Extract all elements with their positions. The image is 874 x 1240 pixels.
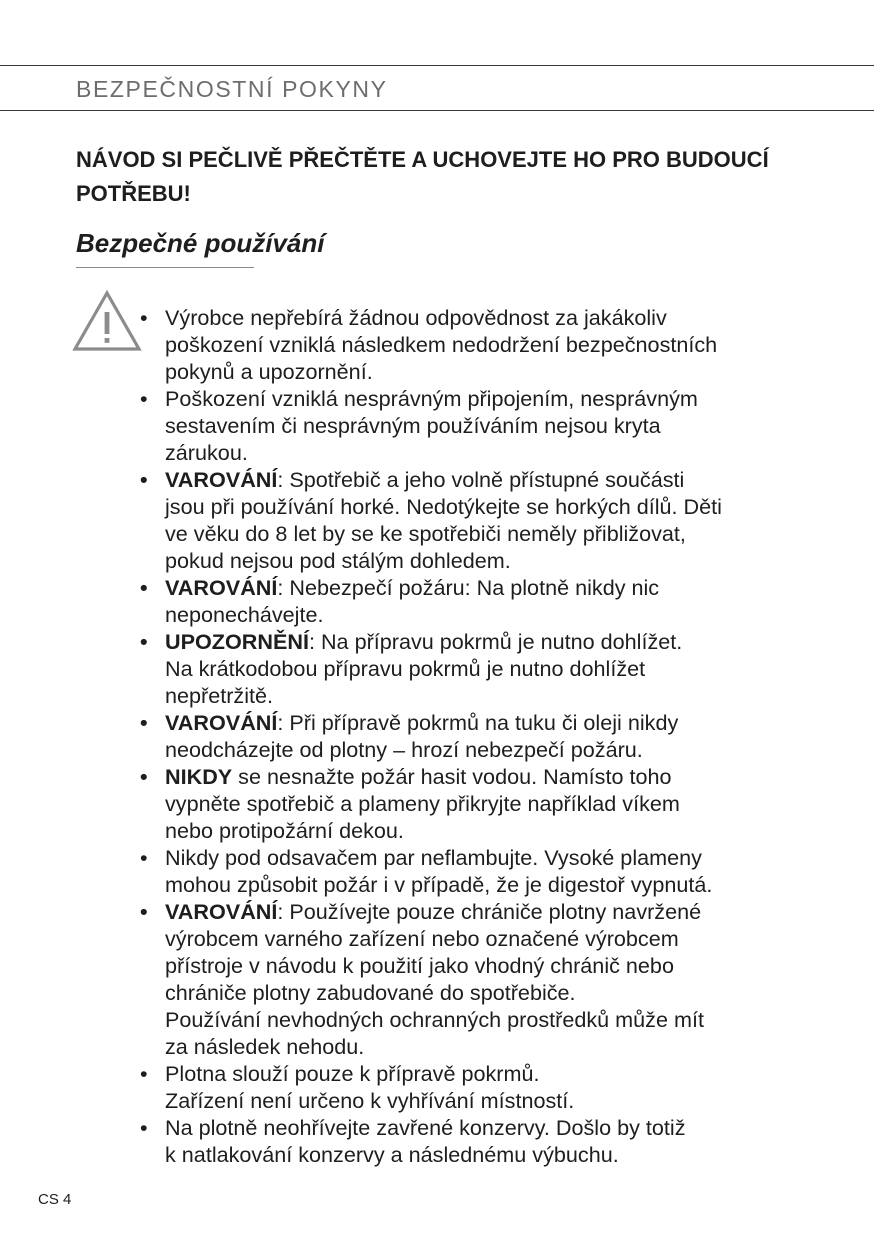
safety-item-text: Nikdy pod odsavačem par neflambujte. Vysoké plameny mohou způsobit požár i v případě, že je digestoř vypnutá.: [165, 845, 713, 897]
safety-item-text: Výrobce nepřebírá žádnou odpovědnost za jakákoliv poškození vzniklá následkem nedodržení bezpečnostních pokynů a upozornění.: [165, 305, 718, 384]
safety-item-text: : Na přípravu pokrmů je nutno dohlížet. Na krátkodobou přípravu pokrmů je nutno dohlížet nepřetržitě.: [165, 629, 683, 708]
bullet-marker: •: [140, 305, 148, 330]
bullet-marker: •: [140, 575, 148, 600]
subheading-underline: [76, 267, 254, 268]
safety-list-item: [140, 628, 830, 709]
safety-list-item: [140, 574, 830, 628]
bullet-marker: •: [140, 710, 148, 735]
safety-item-text: Na plotně neohřívejte zavřené konzervy. Došlo by totiž k natlakování konzervy a následnému výbuchu.: [165, 1115, 686, 1167]
bullet-marker: •: [140, 1061, 148, 1086]
header-bottom-rule: [0, 110, 874, 111]
safety-item-label: VAROVÁNÍ: [165, 467, 278, 492]
safety-item-label: VAROVÁNÍ: [165, 710, 278, 735]
bullet-marker: •: [140, 467, 148, 492]
safety-item-label: UPOZORNĚNÍ: [165, 629, 309, 654]
safety-list-item: [140, 304, 830, 385]
safety-list-item: [140, 763, 830, 844]
safety-item-label: NIKDY: [165, 764, 233, 789]
warning-triangle-icon: [72, 290, 142, 352]
section-title: BEZPEČNOSTNÍ POKYNY: [76, 76, 388, 102]
bullet-marker: •: [140, 1115, 148, 1140]
bullet-marker: •: [140, 386, 148, 411]
safety-instructions-list: [140, 304, 830, 1168]
safety-list-item: [140, 709, 830, 763]
safety-item-text: : Nebezpečí požáru: Na plotně nikdy nic neponechávejte.: [165, 575, 660, 627]
safety-list-item: [140, 385, 830, 466]
safety-item-label: VAROVÁNÍ: [165, 899, 278, 924]
safety-list-item: [140, 844, 830, 898]
safety-item-text: Poškození vzniklá nesprávným připojením, nesprávným sestavením či nesprávným používáním nejsou kryta zárukou.: [165, 386, 698, 465]
bullet-marker: •: [140, 629, 148, 654]
bullet-marker: •: [140, 845, 148, 870]
safety-list-item: [140, 1060, 830, 1114]
safety-item-text: se nesnažte požár hasit vodou. Namísto toho vypněte spotřebič a plameny přikryjte například víkem nebo protipožární dekou.: [165, 764, 680, 843]
safety-list-item: [140, 1114, 830, 1168]
section-subheading: Bezpečné používání: [76, 228, 325, 258]
bullet-marker: •: [140, 764, 148, 789]
page-number: CS 4: [38, 1191, 72, 1208]
safety-list-item: [140, 898, 830, 1060]
safety-list-item: [140, 466, 830, 574]
safety-item-label: VAROVÁNÍ: [165, 575, 278, 600]
header-top-rule: [0, 65, 874, 66]
main-warning-heading: NÁVOD SI PEČLIVĚ PŘEČTĚTE A UCHOVEJTE HO PRO BUDOUCÍ POTŘEBU!: [76, 147, 769, 206]
safety-item-text: Plotna slouží pouze k přípravě pokrmů. Zařízení není určeno k vyhřívání místností.: [165, 1061, 575, 1113]
safety-item-text: : Používejte pouze chrániče plotny navržené výrobcem varného zařízení nebo označené výrobcem přístroje v návodu k použití jako vhodný chránič nebo chrániče plotny zabudované do spotřebiče. Používání nevhodných ochranných prostředků může mít za následek nehodu.: [165, 899, 704, 1059]
bullet-marker: •: [140, 899, 148, 924]
safety-item-text: : Při přípravě pokrmů na tuku či oleji nikdy neodcházejte od plotny – hrozí nebezpečí požáru.: [165, 710, 679, 762]
safety-item-text: : Spotřebič a jeho volně přístupné součásti jsou při používání horké. Nedotýkejte se horkých dílů. Děti ve věku do 8 let by se ke spotřebiči neměly přibližovat, pokud nejsou pod stálým dohledem.: [165, 467, 722, 573]
